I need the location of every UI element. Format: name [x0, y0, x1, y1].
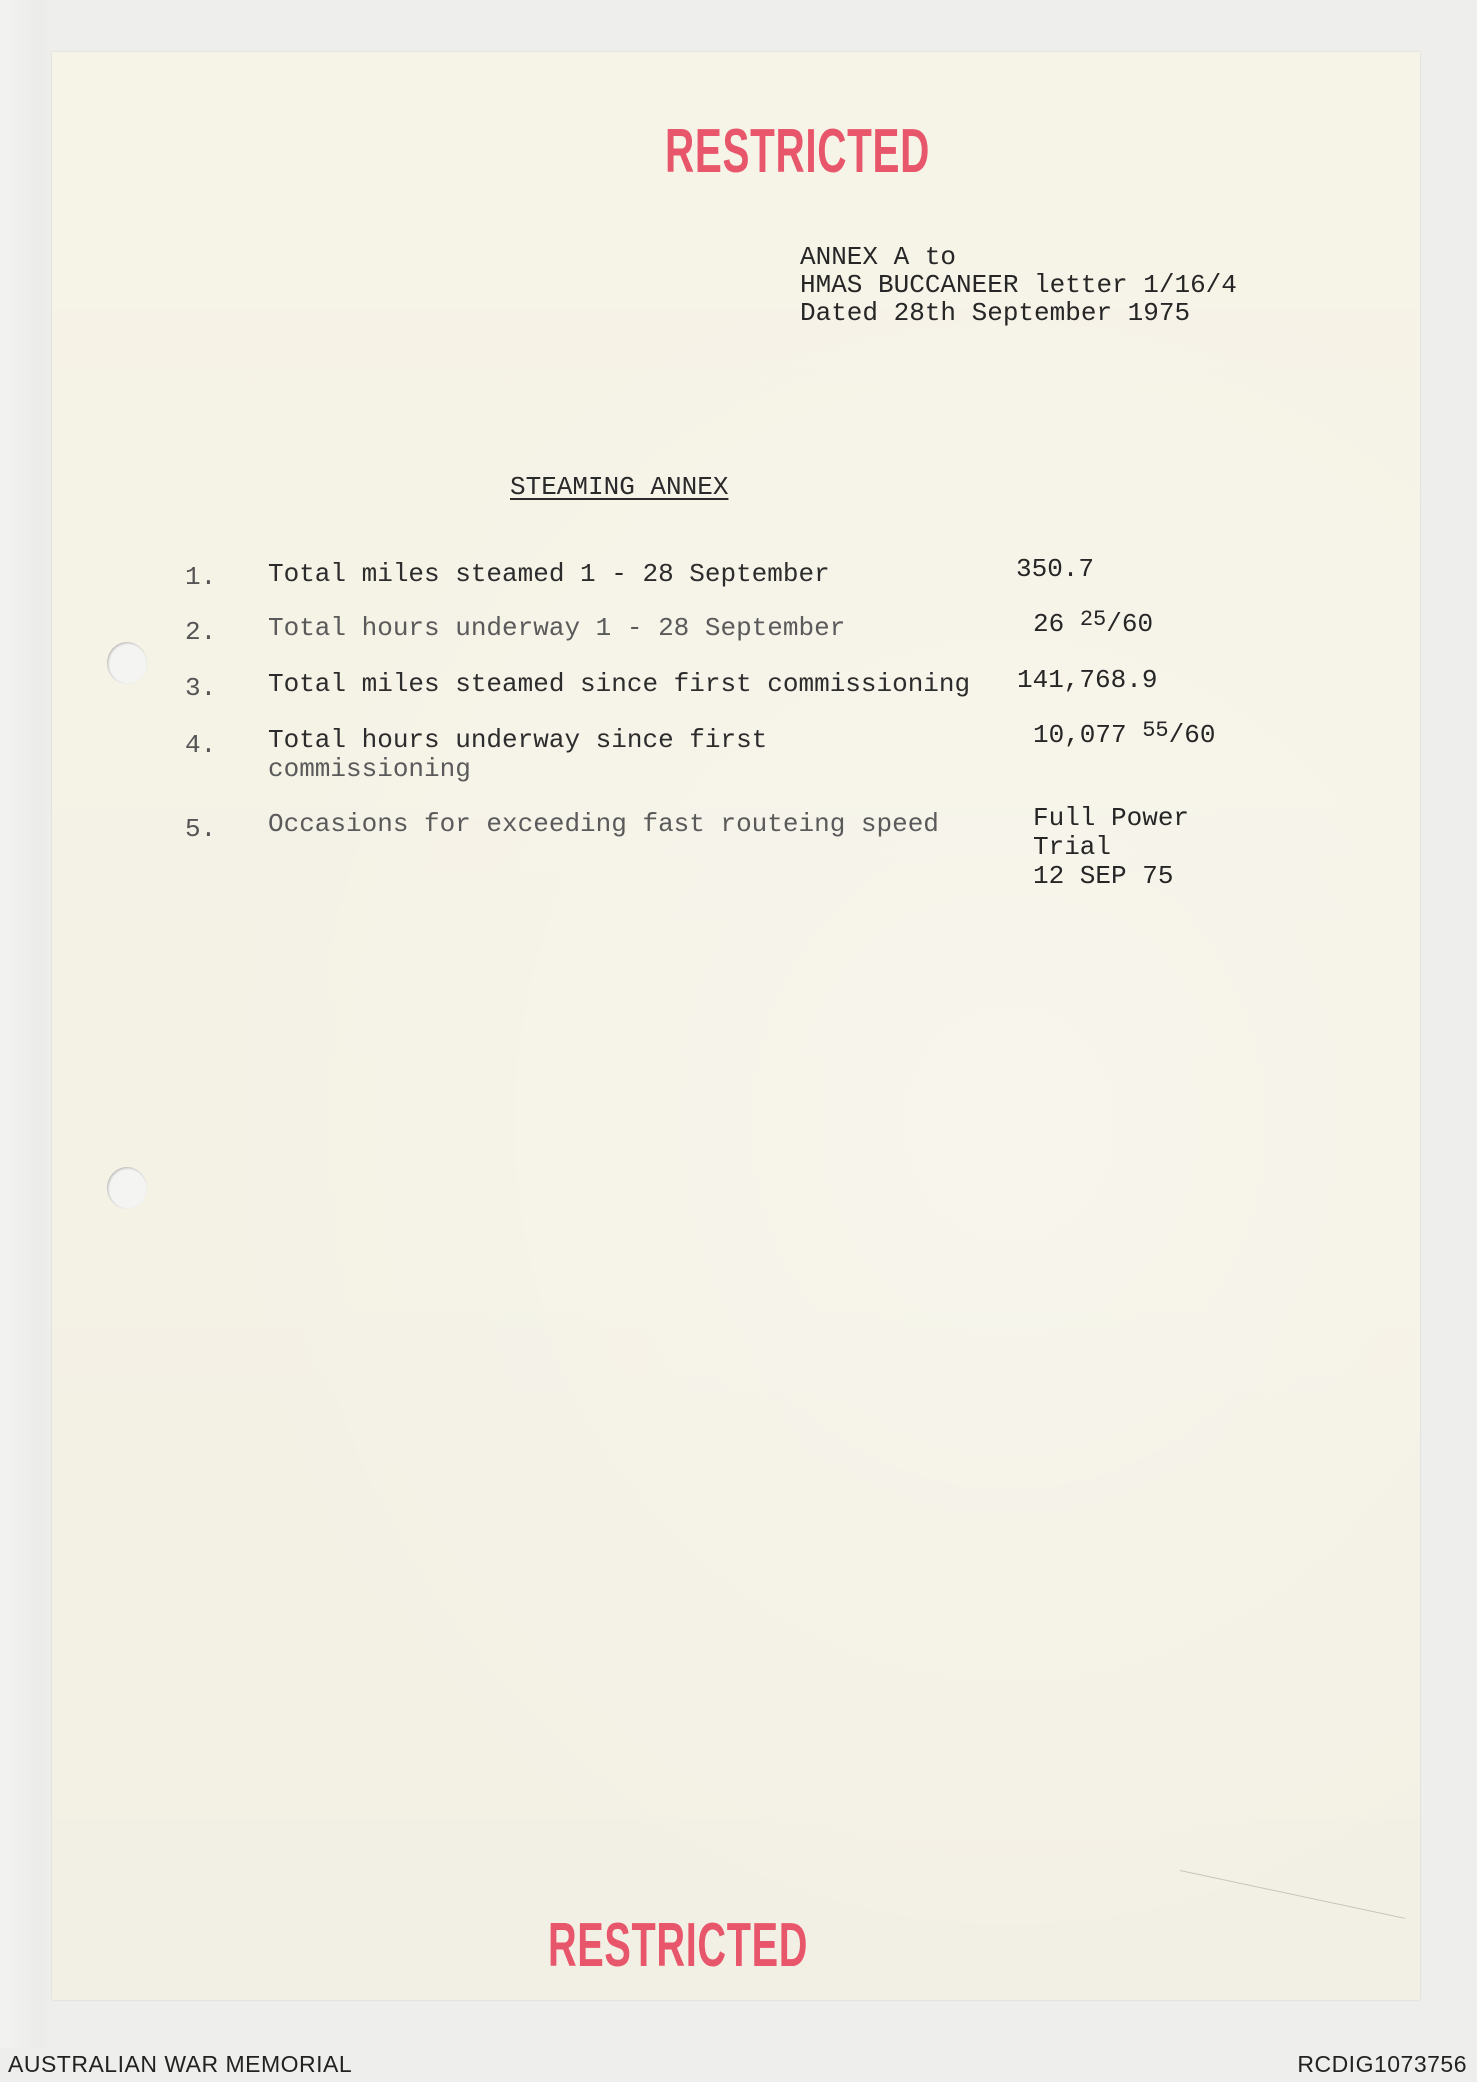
item-number: 1. [185, 562, 217, 592]
item-value [1033, 607, 1154, 640]
item-text: Occasions for exceeding fast routeing speed [268, 809, 939, 839]
punch-hole-bottom [107, 1167, 147, 1209]
value-fraction-numerator: 25 [1079, 607, 1107, 632]
item-value-line2: Trial [1033, 832, 1112, 862]
value-fraction-numerator: 55 [1142, 718, 1169, 743]
punch-hole-top [107, 642, 147, 684]
item-value-line1: Full Power [1033, 803, 1190, 833]
item-number: 3. [185, 673, 217, 703]
document-title: STEAMING ANNEX [510, 472, 729, 502]
value-whole: 26 [1033, 609, 1065, 639]
item-text-continued: commissioning [268, 754, 471, 784]
restricted-stamp-bottom [548, 1911, 813, 1980]
restricted-stamp-bottom-text: RESTRICTED [548, 1911, 808, 1980]
footer-archive-name: AUSTRALIAN WAR MEMORIAL [8, 2051, 353, 2077]
letter-reference-line: HMAS BUCCANEER letter 1/16/4 [800, 270, 1237, 300]
value-fraction-denominator: /60 [1168, 720, 1216, 750]
item-number: 5. [185, 814, 217, 844]
restricted-stamp-top [665, 117, 935, 186]
item-value-line3: 12 SEP 75 [1033, 861, 1174, 891]
value-whole: 10,077 [1033, 720, 1127, 750]
item-value: 141,768.9 [1017, 665, 1158, 695]
item-text: Total hours underway 1 - 28 September [268, 613, 846, 643]
restricted-stamp-top-text: RESTRICTED [665, 117, 930, 186]
date-line: Dated 28th September 1975 [800, 298, 1191, 328]
item-number: 4. [185, 730, 217, 760]
item-text: Total miles steamed since first commissioning [268, 669, 971, 699]
value-fraction-denominator: /60 [1106, 609, 1154, 639]
item-text: Total hours underway since first [268, 725, 768, 755]
item-value [1033, 718, 1216, 751]
reference-block [800, 243, 1237, 327]
annex-line: ANNEX A to [800, 242, 957, 272]
document-page [52, 52, 1420, 2000]
item-number: 2. [185, 617, 217, 647]
footer-record-id: RCDIG1073756 [1297, 2051, 1467, 2077]
item-value: 350.7 [1016, 554, 1095, 584]
item-text: Total miles steamed 1 - 28 September [268, 559, 830, 589]
